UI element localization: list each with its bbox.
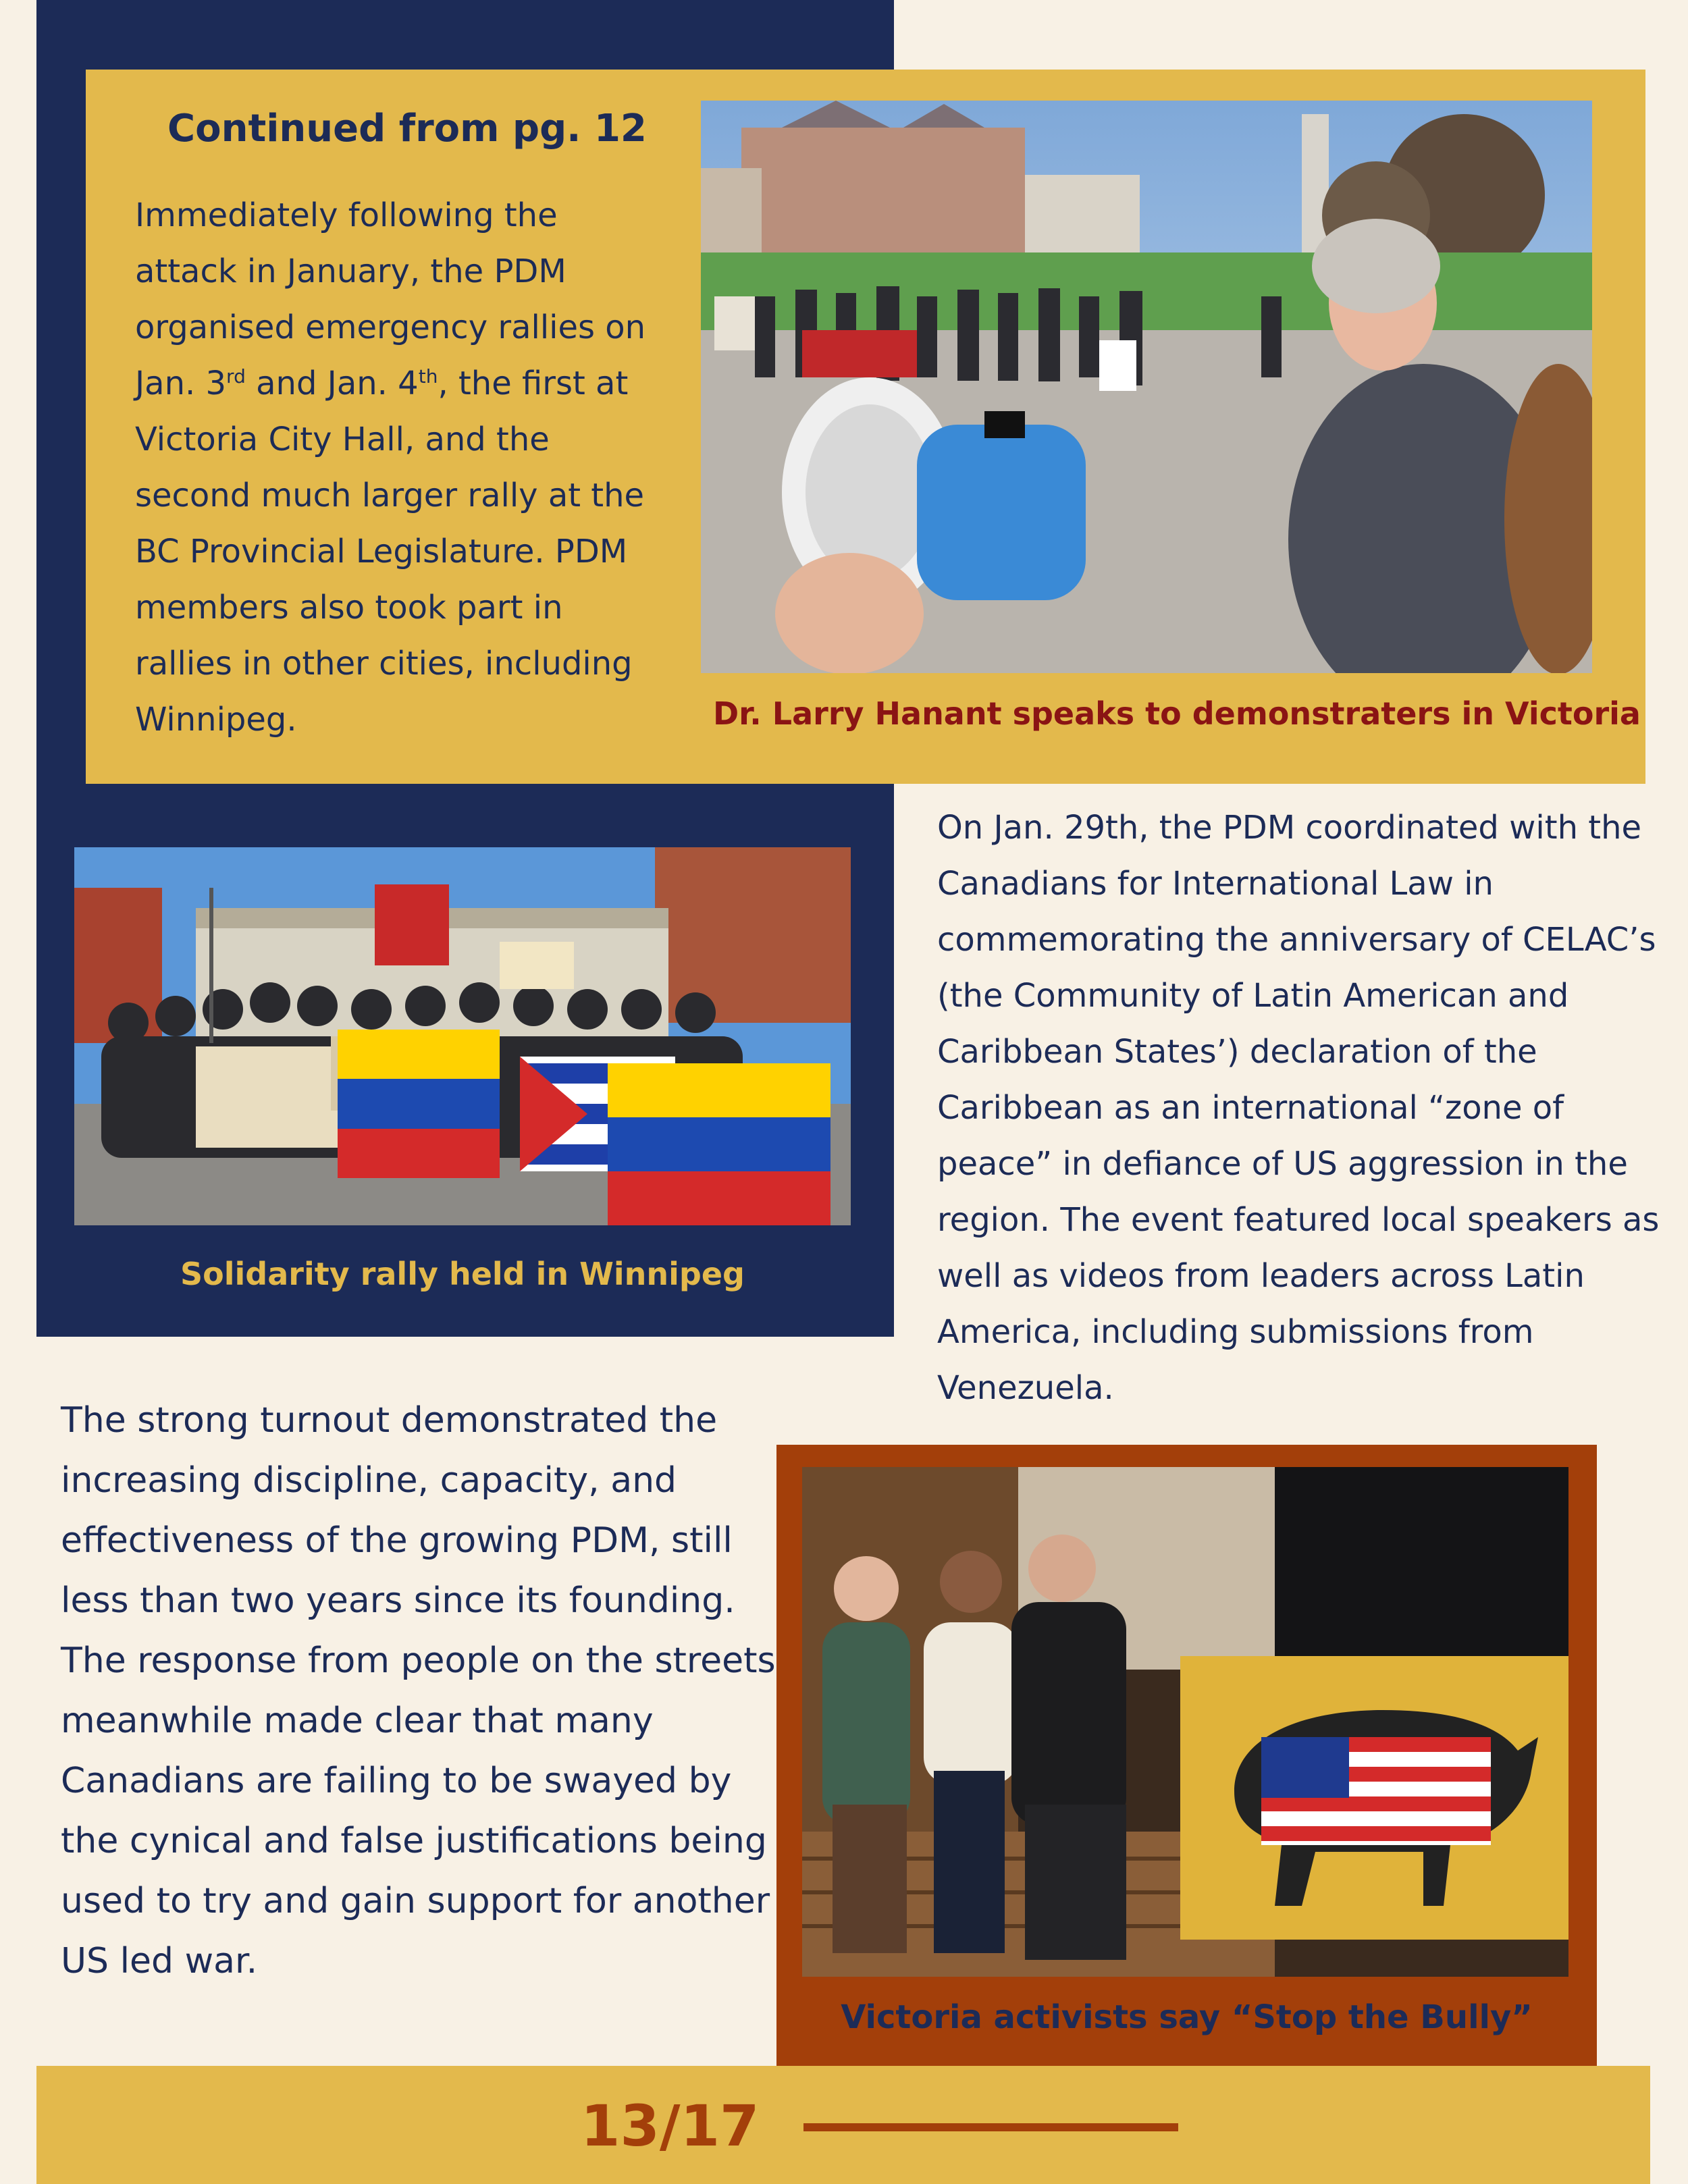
article-paragraph-1	[135, 188, 662, 748]
para1-text-c: , the first at Victoria City Hall, and the second much larger rally at the BC Provincial Legislature. PDM members also took part in rallies in other cities, including Winnipeg.	[135, 365, 645, 739]
para3-text: The strong turnout demonstrated the increasing discipline, capacity, and effectiveness of the growing PDM, still less than two years since its founding. The response from people on the streets meanwhile made clear that many Canadians are failing to be swayed by the cynical and false justifications being used to try and gain support for another US led war.	[61, 1400, 776, 1981]
para1-text-a: Immediately following the attack in January, the PDM organised emergency rallies on Jan. 3	[135, 196, 646, 402]
para2-text: On Jan. 29th, the PDM coordinated with the Canadians for International Law in commemorating the anniversary of CELAC’s (the Community of Latin American and Caribbean States’) declaration of the Caribbean as an international “zone of peace” in defiance of US aggression in the region. The event featured local speakers as well as videos from leaders across Latin America, including submissions from Venezuela.	[937, 809, 1660, 1407]
caption-winnipeg-rally: Solidarity rally held in Winnipeg	[180, 1256, 745, 1292]
article-paragraph-2	[937, 800, 1673, 1416]
caption-victoria-speaker: Dr. Larry Hanant speaks to demonstraters in Victoria	[713, 695, 1641, 732]
continued-heading: Continued from pg. 12	[167, 107, 647, 151]
para1-text-b: and Jan. 4	[245, 365, 419, 402]
page-number: 13/17	[581, 2093, 760, 2159]
footer-rule	[803, 2123, 1178, 2131]
photo-stop-the-bully	[802, 1467, 1568, 1977]
photo-victoria-speaker	[701, 101, 1592, 673]
article-paragraph-3	[61, 1391, 790, 1992]
photo-winnipeg-rally	[74, 847, 851, 1225]
para1-sup-rd: rd	[226, 365, 246, 388]
para1-sup-th: th	[418, 365, 438, 388]
caption-stop-the-bully: Victoria activists say “Stop the Bully”	[841, 1998, 1533, 2036]
